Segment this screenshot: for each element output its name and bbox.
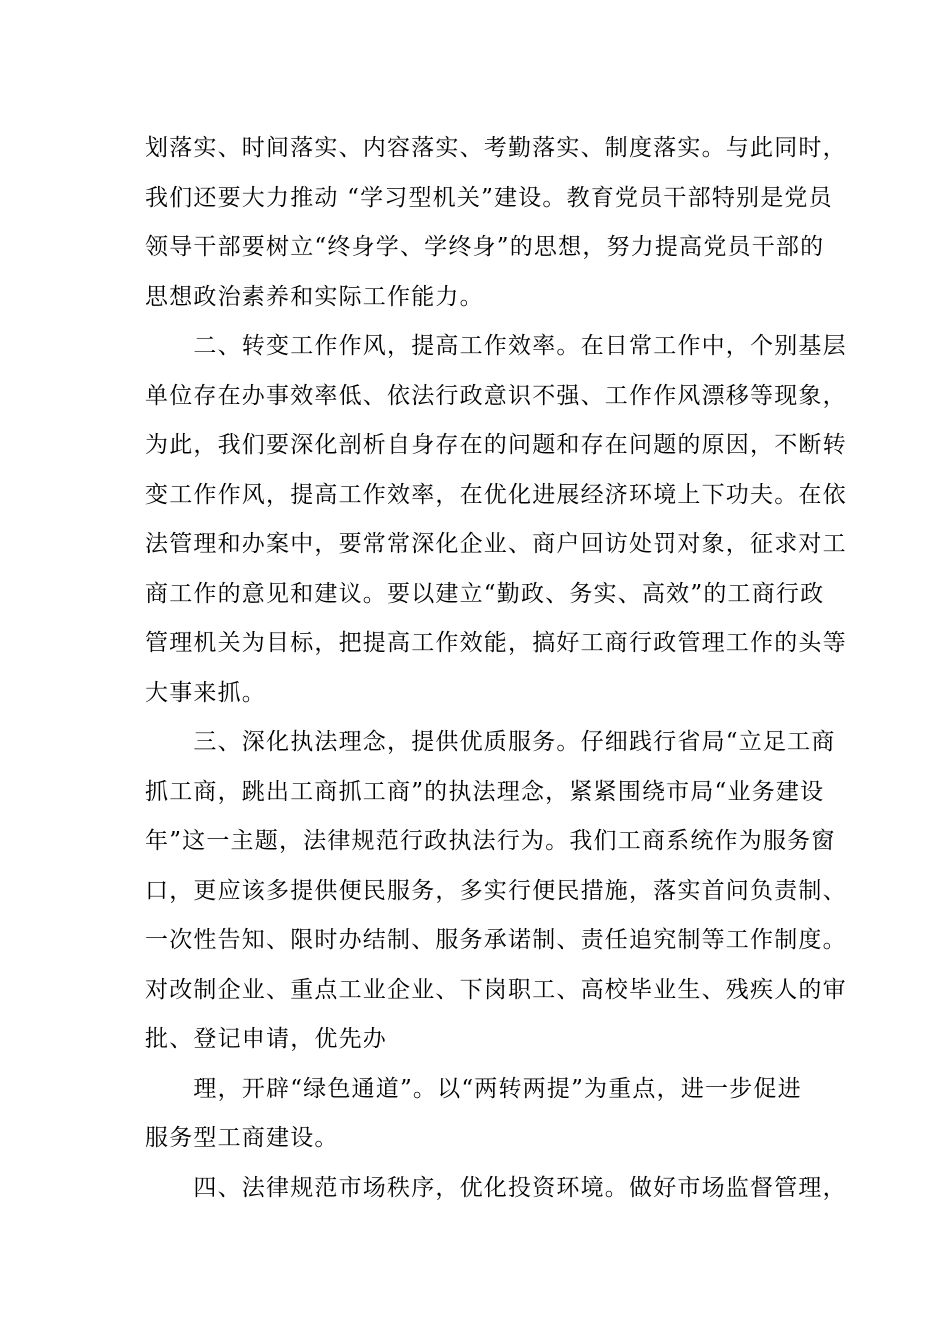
text-line: 为此，我们要深化剖析自身存在的问题和存在问题的原因，不断转 — [145, 432, 847, 458]
text-line: 管理机关为目标，把提高工作效能，搞好工商行政管理工作的头等 — [145, 630, 847, 656]
text-line: 口，更应该多提供便民服务，多实行便民措施，落实首问负责制、 — [145, 877, 847, 904]
text-line: 一次性告知、限时办结制、服务承诺制、责任追究制等工作制度。 — [145, 927, 847, 953]
text-line: 批、登记申请，优先办 — [145, 1026, 387, 1052]
text-line: 年”这一主题，法律规范行政执法行为。我们工商系统作为服务窗 — [145, 828, 836, 854]
document-body — [145, 124, 847, 1213]
text-line: 单位存在办事效率低、依法行政意识不强、工作作风漂移等现象， — [145, 382, 847, 409]
text-line: 服务型工商建设。 — [145, 1125, 339, 1151]
text-line: 理，开辟“绿色通道”。以“两转两提”为重点，进一步促进 — [145, 1075, 802, 1102]
text-line: 划落实、时间落实、内容落实、考勤落实、制度落实。与此同时， — [145, 135, 847, 161]
text-line: 商工作的意见和建议。要以建立“勤政、务实、高效”的工商行政 — [145, 580, 825, 607]
text-line: 大事来抓。 — [145, 679, 266, 706]
text-line: 思想政治素养和实际工作能力。 — [145, 283, 484, 310]
text-line: 对改制企业、重点工业企业、下岗职工、高校毕业生、残疾人的审 — [145, 976, 847, 1003]
text-line: 二、转变工作作风，提高工作效率。在日常工作中，个别基层 — [145, 333, 847, 359]
text-line: 我们还要大力推动 “学习型机关”建设。教育党员干部特别是党员 — [145, 184, 833, 211]
text-line: 法管理和办案中，要常常深化企业、商户回访处罚对象，征求对工 — [145, 531, 847, 557]
text-line: 抓工商，跳出工商抓工商”的执法理念，紧紧围绕市局“业务建设 — [145, 778, 825, 805]
text-line: 领导干部要树立“终身学、学终身”的思想，努力提高党员干部的 — [145, 234, 825, 260]
text-line: 三、深化执法理念，提供优质服务。仔细践行省局“立足工商 — [145, 729, 836, 755]
text-line: 变工作作风，提高工作效率，在优化进展经济环境上下功夫。在依 — [145, 481, 847, 508]
text-line: 四、法律规范市场秩序，优化投资环境。做好市场监督管理， — [145, 1174, 847, 1201]
